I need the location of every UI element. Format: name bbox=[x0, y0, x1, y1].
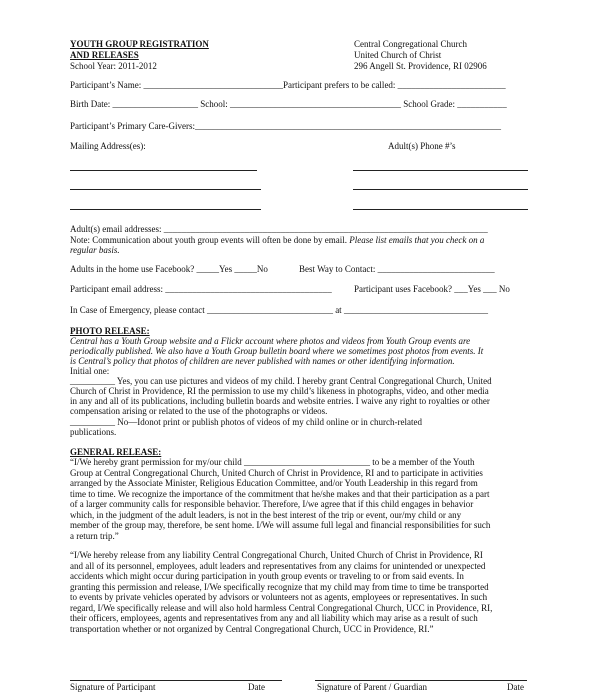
email-note bbox=[70, 235, 484, 246]
release-para2-line: “I/We hereby release from any liability Central Congregational Church, United Church of Christ in Providence, RI bbox=[70, 550, 483, 560]
release-para1-line[interactable]: “I/We hereby grant permission for my/our child ____________________________ to be a member of the Youth bbox=[70, 457, 475, 467]
release-para1-line: Group at Central Congregational Church, United Church of Christ in Providence, RI and to participate in activities bbox=[70, 468, 483, 478]
best-way-contact-field[interactable]: Best Way to Contact: __________________________ bbox=[299, 264, 495, 274]
release-para2-line: their officers, employees, agents and representatives from any and all liability which may arise as a result of such bbox=[70, 613, 478, 623]
release-para2-line: regard, I/We specifically release and will also hold harmless Central Congregational Church, UCC in Providence, RI, bbox=[70, 603, 493, 613]
release-para2-line: accidents which might occur during participation in youth group events or traveling to or from said events. In bbox=[70, 571, 464, 581]
photo-release-heading: PHOTO RELEASE: bbox=[70, 326, 150, 336]
release-para2-line: to events by private vehicles operated by advisors or volunteers not as agents, employees or representatives. In such bbox=[70, 592, 488, 602]
photo-yes-line: compensation arising or related to the use of the photographs or videos. bbox=[70, 406, 328, 416]
form-title-line1: YOUTH GROUP REGISTRATION bbox=[70, 39, 209, 49]
release-para1-line: a return trip.” bbox=[70, 531, 119, 541]
parent-signature-label: Signature of Parent / Guardian bbox=[317, 682, 427, 692]
release-para2-line: granting this permission and release, I/We specifically recognize that my child may from time to time be transported bbox=[70, 582, 489, 592]
phone-line-1[interactable] bbox=[353, 170, 528, 171]
church-affiliation: United Church of Christ bbox=[354, 50, 442, 60]
participant-email-field[interactable]: Participant email address: _____________________________________ bbox=[70, 284, 332, 294]
participant-signature-line[interactable] bbox=[70, 680, 282, 681]
address-line-2[interactable] bbox=[70, 189, 261, 190]
address-line-3[interactable] bbox=[70, 209, 261, 210]
release-para1-line: arranged by the Associate Minister, Religious Education Committee, and/or Youth Leadership in this regard from bbox=[70, 478, 478, 488]
email-note-text: Note: Communication about youth group events will often be done by email. bbox=[70, 235, 347, 245]
initial-one-label: Initial one: bbox=[70, 366, 110, 376]
photo-intro-line: periodically published. We also have a Youth Group bulletin board where we sometimes post photos from events. It bbox=[70, 346, 484, 356]
mailing-address-label: Mailing Address(es): bbox=[70, 141, 146, 151]
release-para2-line: and all of its personnel, employees, adult leaders and representatives from any claims for unintended or unexpected bbox=[70, 561, 486, 571]
photo-yes-line: in any and all of its publications, including bulletin boards and website entries. I waive any right to royalties or other bbox=[70, 396, 490, 406]
church-address: 296 Angell St. Providence, RI 02906 bbox=[354, 61, 487, 71]
address-line-1[interactable] bbox=[70, 170, 257, 171]
participant-date-label: Date bbox=[248, 682, 265, 692]
form-title-line2: AND RELEASES bbox=[70, 50, 139, 60]
email-note-italic: Please list emails that you check on a bbox=[349, 235, 485, 245]
primary-caregivers-field[interactable]: Participant’s Primary Care-Givers:____________________________________________________________________ bbox=[70, 121, 501, 131]
participant-name-field[interactable]: Participant’s Name: _______________________________Participant prefers to be called: ________________________ bbox=[70, 80, 506, 90]
phone-line-2[interactable] bbox=[353, 189, 528, 190]
birth-school-grade-field[interactable]: Birth Date: ___________________ School: ______________________________________ School Grade: ___________ bbox=[70, 99, 507, 109]
release-para1-line: member of the group may, therefore, be sent home. I/We will assume full legal and financial responsibilities for such bbox=[70, 520, 491, 530]
parent-signature-line[interactable] bbox=[315, 680, 527, 681]
photo-no-line: publications. bbox=[70, 427, 117, 437]
photo-yes-line[interactable]: __________ Yes, you can use pictures and videos of my child. I hereby grant Central Congregational Church, United bbox=[70, 376, 492, 386]
photo-intro-line: Central has a Youth Group website and a Flickr account where photos and videos from Youth Group events are bbox=[70, 336, 471, 346]
email-addresses-field[interactable]: Adult(s) email addresses: ________________________________________________________________________ bbox=[70, 224, 488, 234]
photo-yes-line: Church of Christ in Providence, RI the permission to use my child’s likeness in photographs, video, and other media bbox=[70, 386, 489, 396]
release-para1-line: of a larger community calls for responsible behavior. Therefore, I/we agree that if this child engages in behavior bbox=[70, 499, 474, 509]
general-release-heading: GENERAL RELEASE: bbox=[70, 447, 162, 457]
adults-facebook-field[interactable]: Adults in the home use Facebook? _____Yes _____No bbox=[70, 264, 268, 274]
photo-no-line[interactable]: __________ No—Idonot print or publish photos of videos of my child online or in church-related bbox=[70, 417, 422, 427]
participant-facebook-field[interactable]: Participant uses Facebook? ___Yes ___ No bbox=[354, 284, 510, 294]
participant-signature-label: Signature of Participant bbox=[70, 682, 156, 692]
photo-intro-line: is Central’s policy that photos of children are never published with names or other identifying information. bbox=[70, 356, 455, 366]
release-para1-line: which, in the judgment of the adult leaders, is not in the best interest of the trip or event, our/my child or any bbox=[70, 510, 462, 520]
parent-date-label: Date bbox=[507, 682, 524, 692]
school-year: School Year: 2011-2012 bbox=[70, 61, 157, 71]
phone-line-3[interactable] bbox=[353, 209, 528, 210]
church-name: Central Congregational Church bbox=[354, 39, 467, 49]
emergency-contact-field[interactable]: In Case of Emergency, please contact ____________________________ at ________________________________ bbox=[70, 305, 488, 315]
email-note-italic-2: regular basis. bbox=[70, 245, 120, 255]
adult-phone-label: Adult(s) Phone #’s bbox=[388, 141, 456, 151]
release-para1-line: time to time. We recognize the importance of the commitment that he/she makes and that their participation as a part bbox=[70, 489, 490, 499]
release-para2-line: transportation whether or not organized by Central Congregational Church, UCC in Providence, RI.” bbox=[70, 624, 434, 634]
